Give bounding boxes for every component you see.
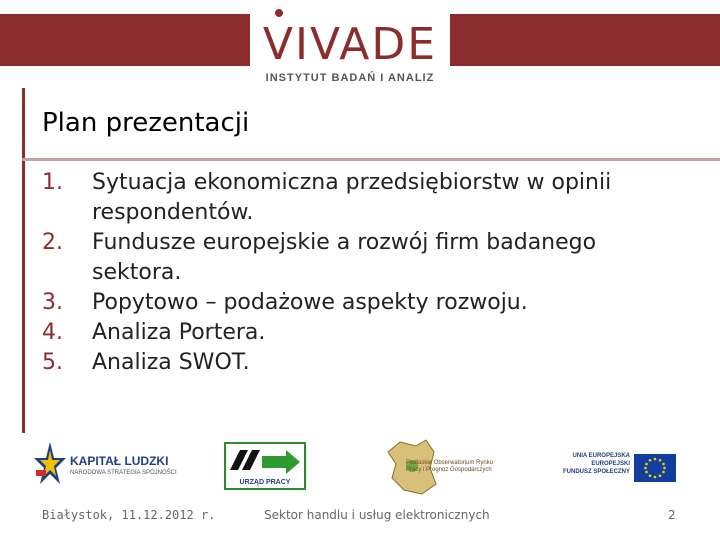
item-number: 4. xyxy=(42,320,63,345)
agenda-list xyxy=(42,168,682,378)
slide-title: Plan prezentacji xyxy=(42,108,250,138)
agenda-item xyxy=(42,228,682,288)
kapital-ludzki-title: KAPITAŁ LUDZKI xyxy=(70,454,169,468)
eu-text xyxy=(544,452,630,476)
item-text: Popytowo – podażowe aspekty rozwoju. xyxy=(92,290,528,315)
eu-social-fund-logo xyxy=(540,442,680,490)
item-number: 5. xyxy=(42,350,63,375)
kapital-ludzki-logo xyxy=(32,440,182,492)
obserwatorium-text: Podlaskie Obserwatorium Rynku Pracy i Prognoz Gospodarczych xyxy=(406,460,494,473)
urzad-pracy-logo xyxy=(224,442,306,490)
item-text: Sytuacja ekonomiczna przedsiębiorstw w opinii respondentów. xyxy=(92,170,612,225)
eu-line-3: FUNDUSZ SPOŁECZNY xyxy=(562,469,630,475)
logo-wordmark: VIVADE xyxy=(262,19,438,70)
agenda-item xyxy=(42,288,682,318)
page-number: 2 xyxy=(668,508,676,522)
eu-flag-icon xyxy=(634,454,676,482)
partner-logos xyxy=(0,436,720,498)
title-underline xyxy=(22,158,720,161)
footer-date: Białystok, 11.12.2012 r. xyxy=(42,508,216,522)
kapital-ludzki-subtitle: NARODOWA STRATEGIA SPÓJNOŚCI xyxy=(70,470,177,476)
item-text: Analiza Portera. xyxy=(92,320,266,345)
agenda-item xyxy=(42,348,682,378)
urzad-pracy-label: URZĄD PRACY xyxy=(239,479,291,486)
item-number: 1. xyxy=(42,170,63,195)
item-number: 3. xyxy=(42,290,63,315)
arrow-icon xyxy=(226,444,304,478)
star-icon xyxy=(32,440,68,492)
eu-line-1: UNIA EUROPEJSKA xyxy=(572,453,630,459)
footer-title: Sektor handlu i usług elektronicznych xyxy=(264,508,490,522)
item-number: 2. xyxy=(42,230,63,255)
item-text: Fundusze europejskie a rozwój firm badanego sektora. xyxy=(92,230,597,285)
obserwatorium-logo xyxy=(382,438,502,496)
left-accent-line xyxy=(22,88,25,433)
agenda-item xyxy=(42,318,682,348)
logo-dot-icon xyxy=(275,9,283,17)
agenda-item xyxy=(42,168,682,228)
eu-line-2: EUROPEJSKI xyxy=(591,461,630,467)
logo-subtitle: INSTYTUT BADAŃ I ANALIZ xyxy=(265,72,435,84)
item-text: Analiza SWOT. xyxy=(92,350,250,375)
